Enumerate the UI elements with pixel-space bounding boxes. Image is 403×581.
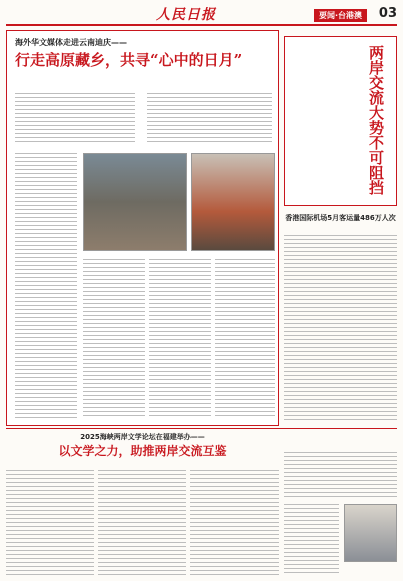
feature-column-2 [83, 259, 145, 417]
literature-kicker: 2025海峡两岸文学论坛在福建举办—— [80, 433, 205, 441]
commentary-title: 两岸交流大势不可阻挡 [367, 45, 385, 195]
feature-column-1 [15, 153, 77, 418]
section-divider [6, 428, 397, 429]
commentary-box [284, 36, 397, 206]
literature-column-3 [190, 470, 279, 575]
page-header [6, 4, 397, 26]
literature-column-2 [98, 470, 186, 575]
feature-photo-1 [83, 153, 187, 251]
bottom-right-text [284, 452, 397, 500]
feature-column-4 [215, 259, 275, 417]
feature-lead-text-2 [147, 93, 272, 145]
literature-forum-article [6, 432, 279, 577]
section-tag: 要闻·台港澳 [314, 9, 367, 22]
feature-article [6, 30, 279, 426]
masthead: 人民日报 [156, 7, 216, 23]
feature-kicker: 海外华文媒体走进云南迪庆—— [15, 38, 127, 47]
bottom-right-article [284, 432, 397, 577]
commentary-subtitle [293, 49, 305, 199]
literature-headline: 以文学之力，助推两岸交流互鉴 [58, 444, 227, 458]
bottom-right-text-2 [284, 504, 339, 574]
airport-text [284, 235, 397, 420]
feature-photo-2 [191, 153, 275, 251]
page-number: 03 [378, 6, 397, 21]
bottom-right-photo [344, 504, 397, 562]
feature-column-3 [149, 259, 211, 417]
feature-lead-text [15, 93, 135, 145]
feature-headline: 行走高原藏乡，共寻“心中的日月” [15, 51, 243, 69]
airport-headline: 香港国际机场5月客运量486万人次 [285, 214, 396, 222]
literature-column-1 [6, 470, 94, 575]
right-column [284, 30, 397, 426]
